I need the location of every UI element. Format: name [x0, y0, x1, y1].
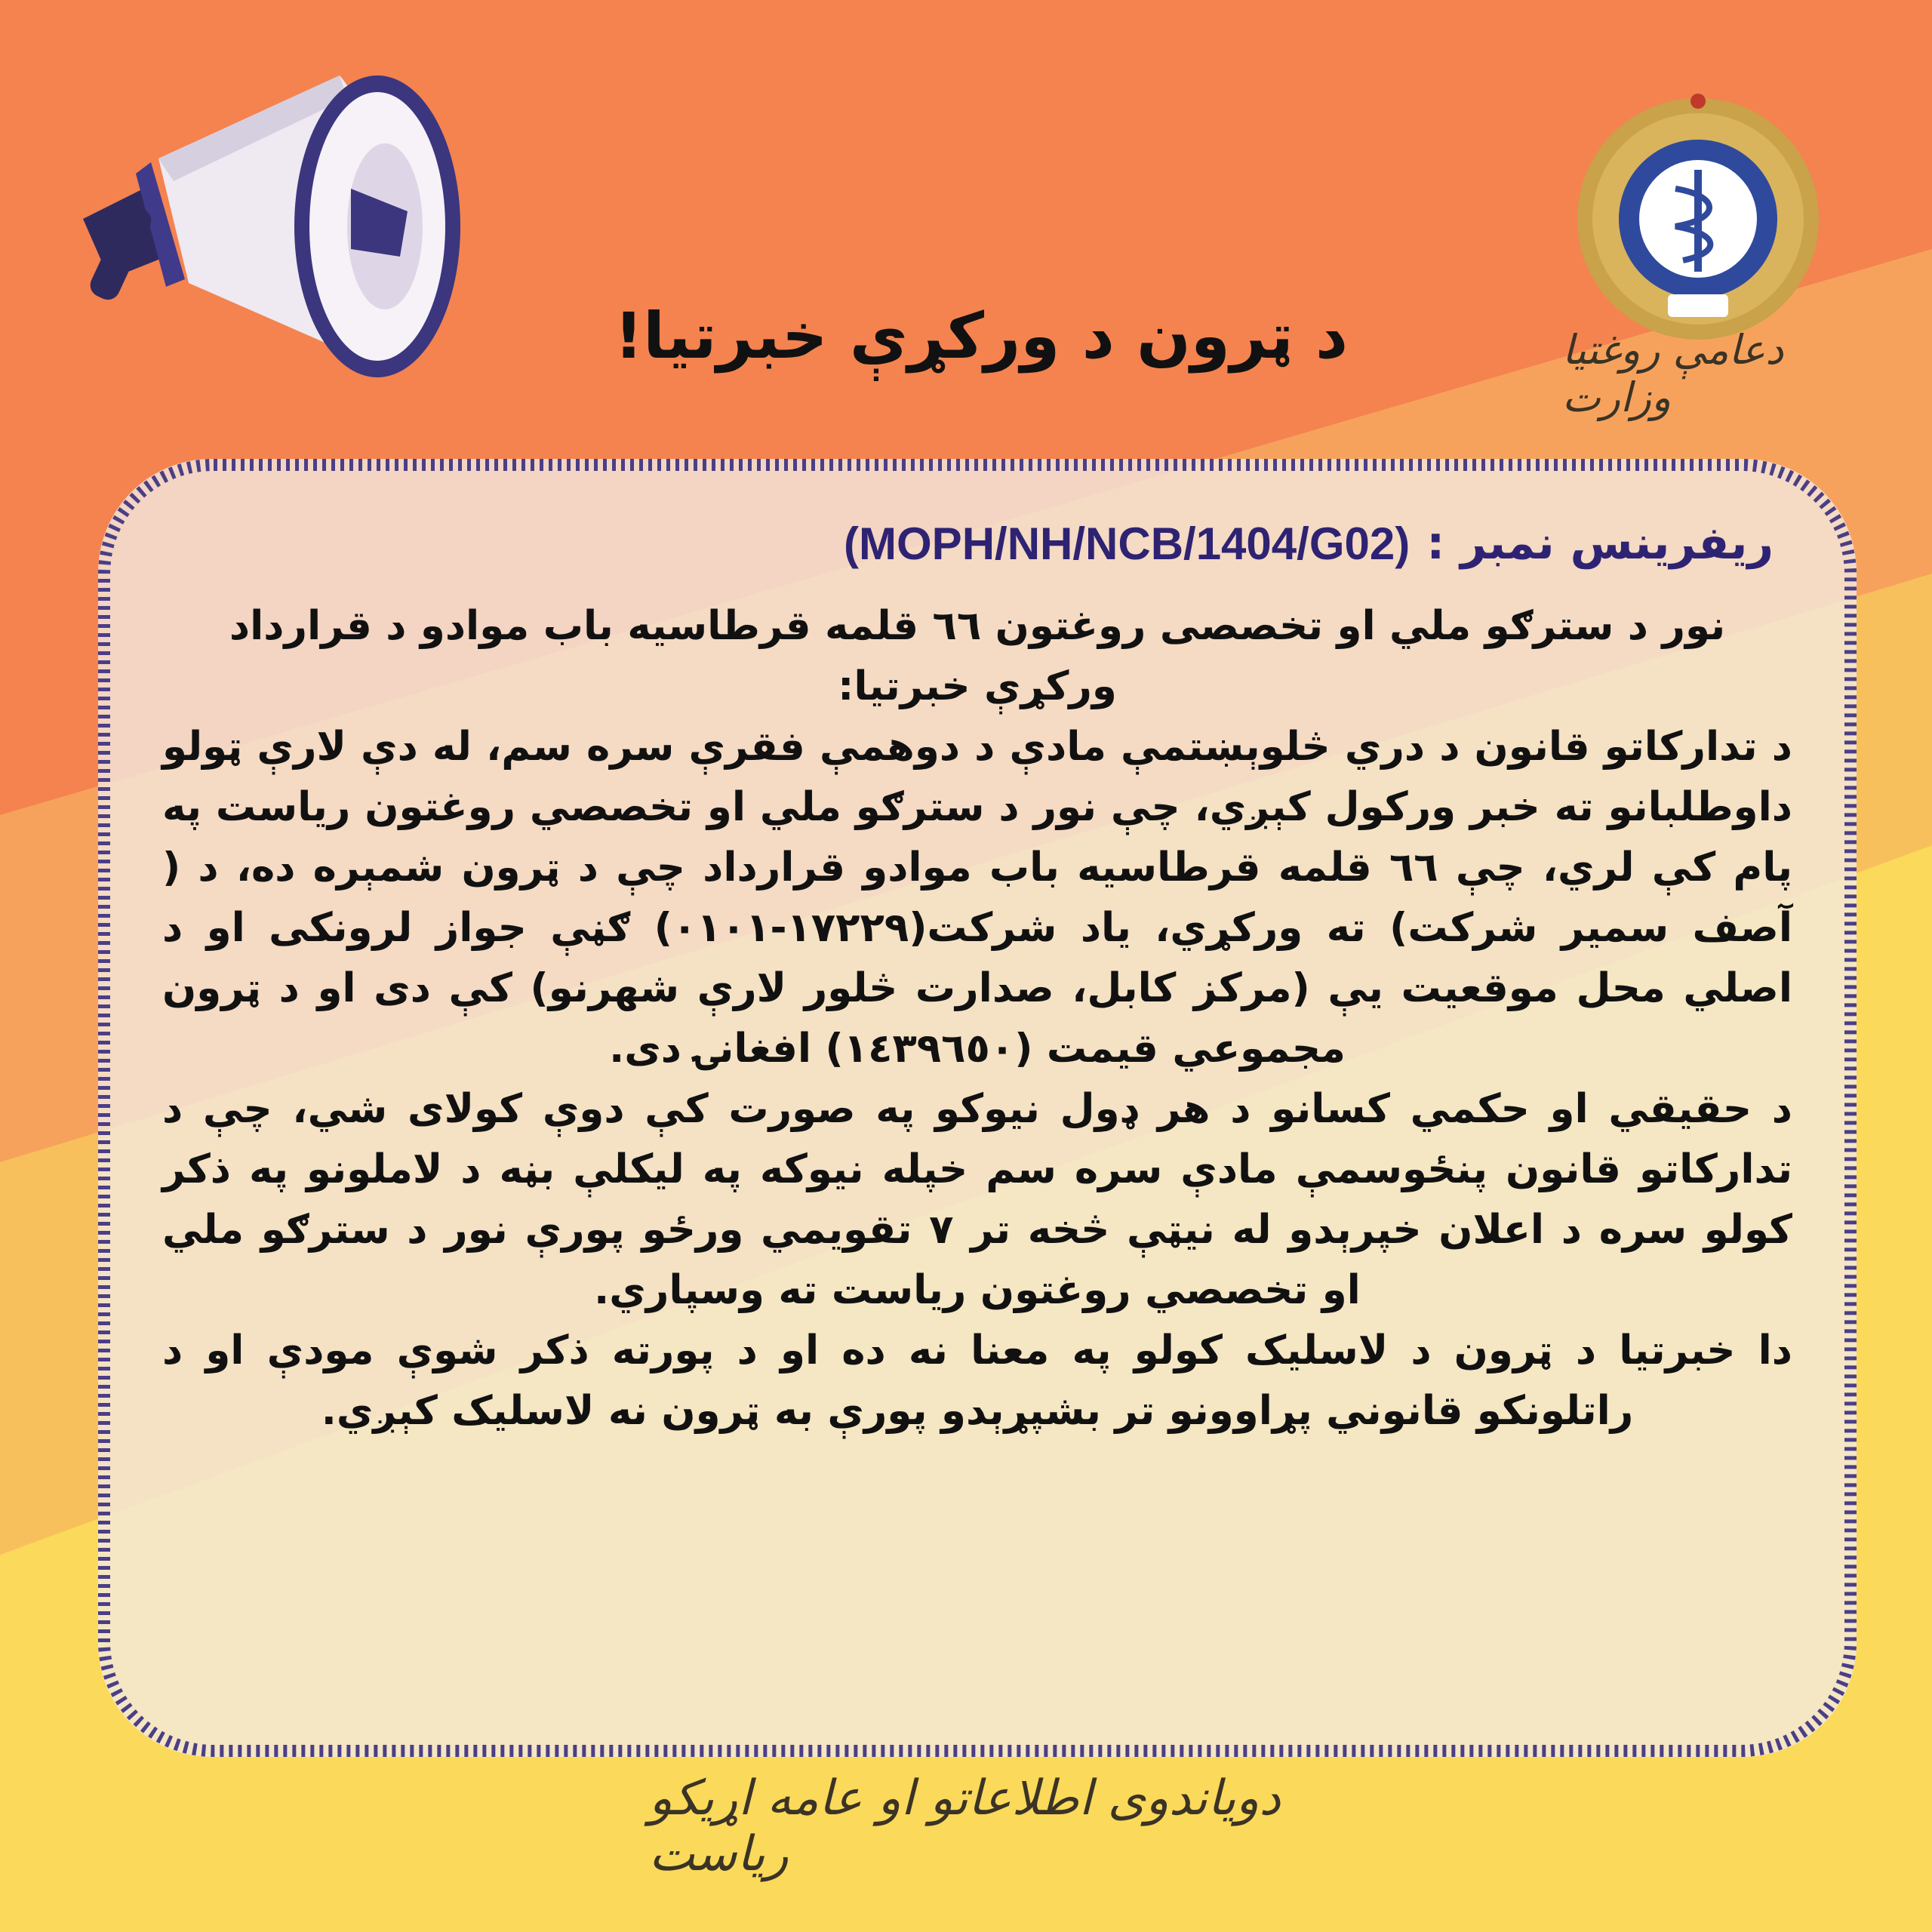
footer-signature: دویاندوی اطلاعاتو او عامه اړیکو ریاست — [649, 1770, 1281, 1882]
notice-body — [162, 596, 1792, 1668]
notice-paragraph-2: د حقیقي او حکمي کسانو د هر ډول نیوکو په صورت کې دوې کولای شي، چې د تدارکاتو قانون پنځوسمې مادې سره سم خپله نیوکه په لیکلې بڼه د لاملونو په ذکر کولو سره د اعلان خپرېدو له نیټې څخه تر ٧ تقویمي ورځو پورې نور د سترګو ملي او تخصصي روغتون ریاست ته وسپاري. — [162, 1086, 1792, 1313]
ministry-signature: دعامې روغتیا وزارت — [1562, 326, 1784, 421]
ministry-emblem — [1570, 91, 1826, 347]
reference-label: ریفرینس نمبر : — [1426, 517, 1774, 570]
notice-paragraph-3: دا خبرتیا د ټرون د لاسلیک کولو په معنا نه ده او د پورته ذکر شوې مودې او د راتلونکو قانوني پړاوونو تر بشپړېدو پورې به ټرون نه لاسلیک کېږي. — [162, 1327, 1792, 1434]
reference-line — [815, 506, 1774, 581]
reference-code: (MOPH/NH/NCB/1404/G02) — [844, 518, 1411, 569]
notice-heading: نور د سترګو ملي او تخصصی روغتون ٦٦ قلمه قرطاسیه باب موادو د قرارداد ورکړې خبرتیا: — [229, 603, 1726, 709]
page-title: د ټرون د ورکړې خبرتیا! — [614, 299, 1349, 373]
notice-paragraph-1: د تدارکاتو قانون د دري څلوېښتمې مادې د دوهمې فقرې سره سم، له دې لارې ټولو داوطلبانو ته خبر ورکول کېږي، چې نور د سترګو ملي او تخصصي روغتون ریاست په پام کې لري، چې ٦٦ قلمه قرطاسیه باب موادو قرارداد چې د ټرون شمېره ده، د ( آصف سمیر شرکت) ته ورکړي، یاد شرکت(١٧٢٢٩-٠١٠١) ګڼې جواز لرونکی او د اصلي محل موقعیت یې (مرکز کابل، صدارت څلور لارې شهرنو) کې دی او د ټرون مجموعي قیمت (١٤٣٩٦٥٠) افغانۍ دی. — [162, 724, 1792, 1072]
megaphone-icon — [53, 30, 475, 408]
